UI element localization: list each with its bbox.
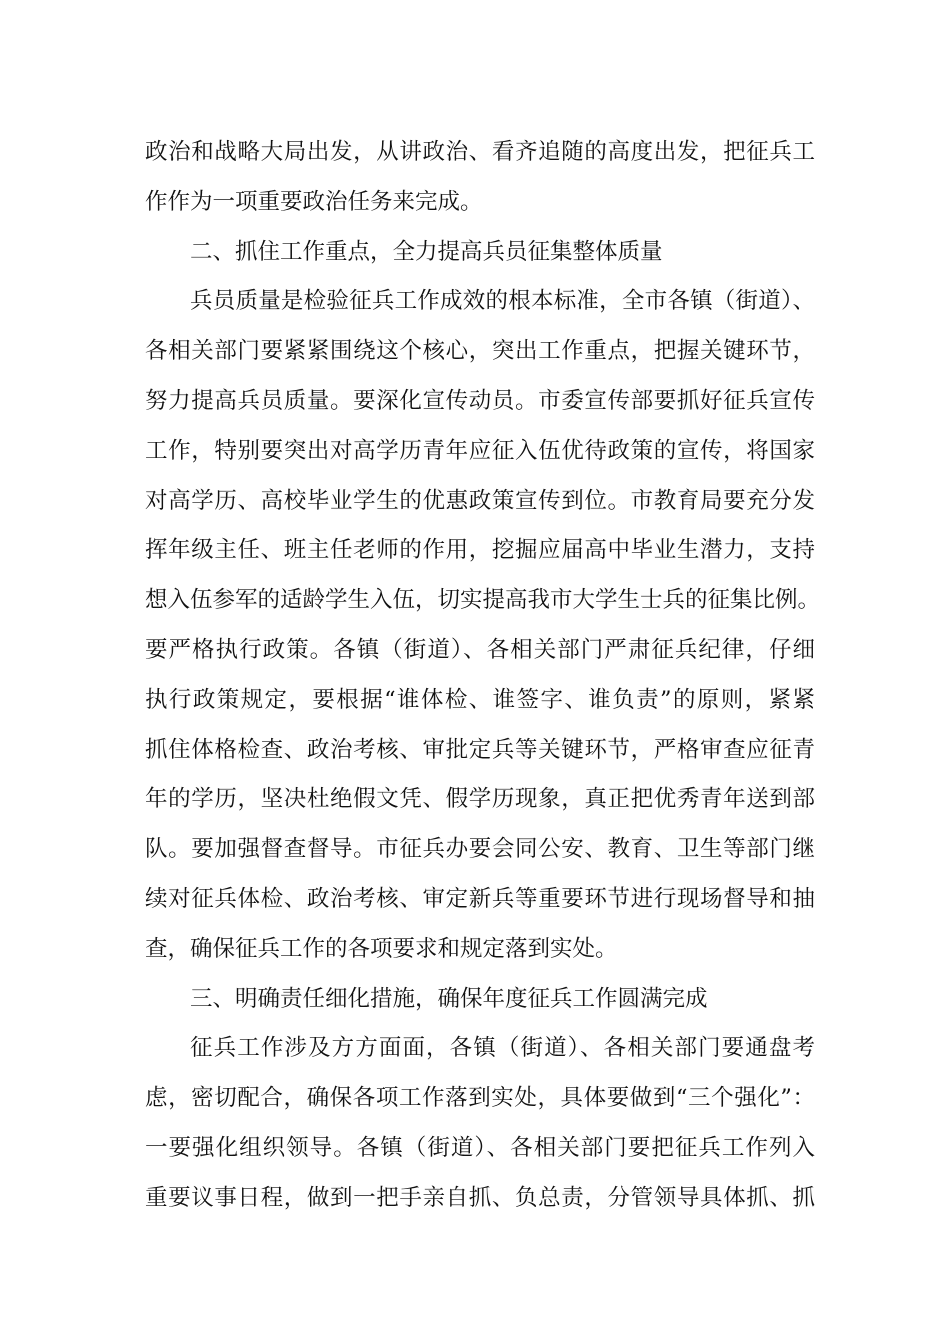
text-line: 查，确保征兵工作的各项要求和规定落到实处。	[145, 935, 618, 962]
text-line: 作作为一项重要政治任务来完成。	[145, 188, 483, 215]
text-line: 工作，特别要突出对高学历青年应征入伍优待政策的宣传，将国家	[145, 437, 815, 464]
text-line: 二、抓住工作重点，全力提高兵员征集整体质量	[190, 238, 663, 265]
text-line: 兵员质量是检验征兵工作成效的根本标准，全市各镇（街道）、	[190, 288, 815, 315]
body-text	[145, 128, 821, 1224]
text-line: 挥年级主任、班主任老师的作用，挖掘应届高中毕业生潜力，支持	[145, 537, 815, 564]
text-line: 对高学历、高校毕业学生的优惠政策宣传到位。市教育局要充分发	[145, 487, 815, 514]
text-line: 要严格执行政策。各镇（街道）、各相关部门严肃征兵纪律，仔细	[145, 636, 815, 663]
text-line: 年的学历，坚决杜绝假文凭、假学历现象，真正把优秀青年送到部	[145, 786, 815, 813]
text-line: 抓住体格检查、政治考核、审批定兵等关键环节，严格审查应征青	[145, 736, 815, 763]
text-line: 各相关部门要紧紧围绕这个核心，突出工作重点，把握关键环节，	[145, 338, 815, 365]
text-line: 队。要加强督查督导。市征兵办要会同公安、教育、卫生等部门继	[145, 836, 815, 863]
text-line: 征兵工作涉及方方面面，各镇（街道）、各相关部门要通盘考	[190, 1035, 815, 1062]
text-line: 重要议事日程，做到一把手亲自抓、负总责，分管领导具体抓、抓	[145, 1184, 815, 1211]
text-line: 政治和战略大局出发，从讲政治、看齐追随的高度出发，把征兵工	[145, 139, 815, 165]
text-line: 三、明确责任细化措施，确保年度征兵工作圆满完成	[190, 985, 708, 1012]
text-line: 执行政策规定，要根据“谁体检、谁签字、谁负责”的原则，紧紧	[145, 686, 815, 713]
text-line: 虑，密切配合，确保各项工作落到实处，具体要做到“三个强化”：	[145, 1085, 815, 1112]
text-line: 一要强化组织领导。各镇（街道）、各相关部门要把征兵工作列入	[145, 1134, 815, 1161]
text-line: 想入伍参军的适龄学生入伍，切实提高我市大学生士兵的征集比例。	[145, 587, 821, 614]
text-line: 续对征兵体检、政治考核、审定新兵等重要环节进行现场督导和抽	[145, 885, 815, 912]
text-line: 努力提高兵员质量。要深化宣传动员。市委宣传部要抓好征兵宣传	[145, 387, 815, 414]
